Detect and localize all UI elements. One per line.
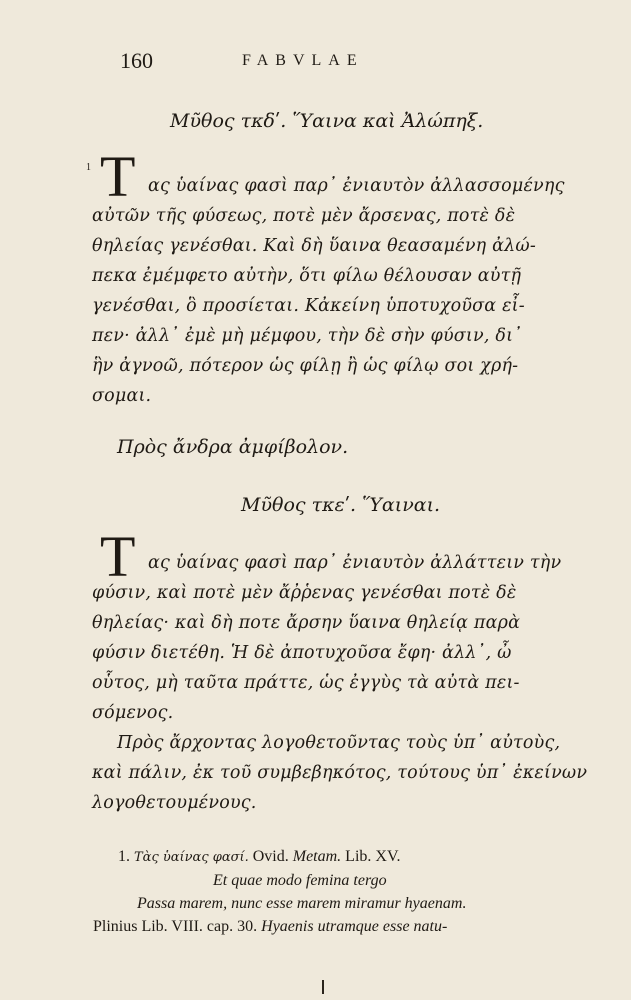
footnote-line — [118, 848, 400, 866]
text-line: ας ὑαίνας φασὶ παρ᾽ ἐνιαυτὸν ἀλλασσομένης — [148, 176, 565, 196]
footnote-source: Ovid. — [252, 848, 289, 865]
running-title: FABVLAE — [242, 52, 364, 69]
drop-cap: T — [100, 524, 136, 589]
page-header — [120, 48, 450, 78]
moral-1: Πρὸς ἄνδρα ἀμφίβολον. — [117, 436, 349, 458]
footnote-quote: Hyaenis utramque esse natu- — [261, 918, 448, 935]
text-line: πεν· ἀλλ᾽ ἐμὲ μὴ μέμφου, τὴν δὲ σὴν φύσιν, δι᾽ — [92, 326, 523, 346]
moral-line: Πρὸς ἄρχοντας λογοθετοῦντας τοὺς ὑπ᾽ αὐτοὺς, — [117, 733, 561, 753]
text-line: ἣν ἀγνοῶ, πότερον ὡς φίλῃ ἢ ὡς φίλῳ σοι χρή- — [92, 356, 519, 376]
page-number: 160 — [120, 48, 153, 73]
footnote-verse: Passa marem, nunc esse marem miramur hyaenam. — [137, 895, 467, 912]
text-line: φύσιν διετέθη. Ἡ δὲ ἀποτυχοῦσα ἔφη· ἀλλ᾽, ὦ — [92, 643, 512, 663]
text-line: σόμενος. — [92, 703, 174, 723]
moral-line: καὶ πάλιν, ἐκ τοῦ συμβεβηκότος, τούτους ὑπ᾽ ἐκείνων — [92, 763, 588, 783]
footnote-marker: 1 — [86, 162, 91, 173]
footnote-source: Plinius Lib. VIII. cap. 30. — [93, 918, 258, 935]
text-line: θηλείας· καὶ δὴ ποτε ἄρσην ὕαινα θηλείᾳ παρὰ — [92, 613, 521, 633]
footnote-ref: Lib. XV. — [345, 848, 401, 865]
text-line: σομαι. — [92, 386, 152, 406]
footnote-line — [93, 918, 447, 936]
text-line: πεκα ἐμέμφετο αὐτὴν, ὅτι φίλω θέλουσαν αὐτῇ — [92, 266, 522, 286]
fable-1-title: Μῦθος τκδʹ. Ὕαινα καὶ Ἀλώπηξ. — [170, 110, 484, 132]
text-line: ας ὑαίνας φασὶ παρ᾽ ἐνιαυτὸν ἀλλάττειν τὴν — [148, 553, 562, 573]
fable-2-title: Μῦθος τκεʹ. Ὕαιναι. — [241, 494, 441, 516]
moral-line: λογοθετουμένους. — [92, 793, 257, 813]
footnote-verse: Et quae modo femina tergo — [213, 872, 387, 889]
drop-cap: T — [100, 144, 136, 209]
text-line: αὐτῶν τῆς φύσεως, ποτὲ μὲν ἄρσενας, ποτὲ δὲ — [92, 206, 516, 226]
signature-mark — [322, 980, 324, 994]
footnote-work: Metam. — [292, 848, 342, 865]
footnote-greek: Τὰς ὑαίνας φασί. — [134, 850, 249, 865]
text-line: θηλείας γενέσθαι. Καὶ δὴ ὕαινα θεασαμένη ἀλώ- — [92, 236, 536, 256]
text-line: φύσιν, καὶ ποτὲ μὲν ἄῤῥενας γενέσθαι ποτὲ δὲ — [92, 583, 517, 603]
footnote-number: 1. — [118, 848, 130, 865]
text-line: οὗτος, μὴ ταῦτα πράττε, ὡς ἐγγὺς τὰ αὐτὰ πει- — [92, 673, 520, 693]
text-line: γενέσθαι, ὃ προσίεται. Κἀκείνη ὑποτυχοῦσα εἶ- — [92, 296, 525, 316]
